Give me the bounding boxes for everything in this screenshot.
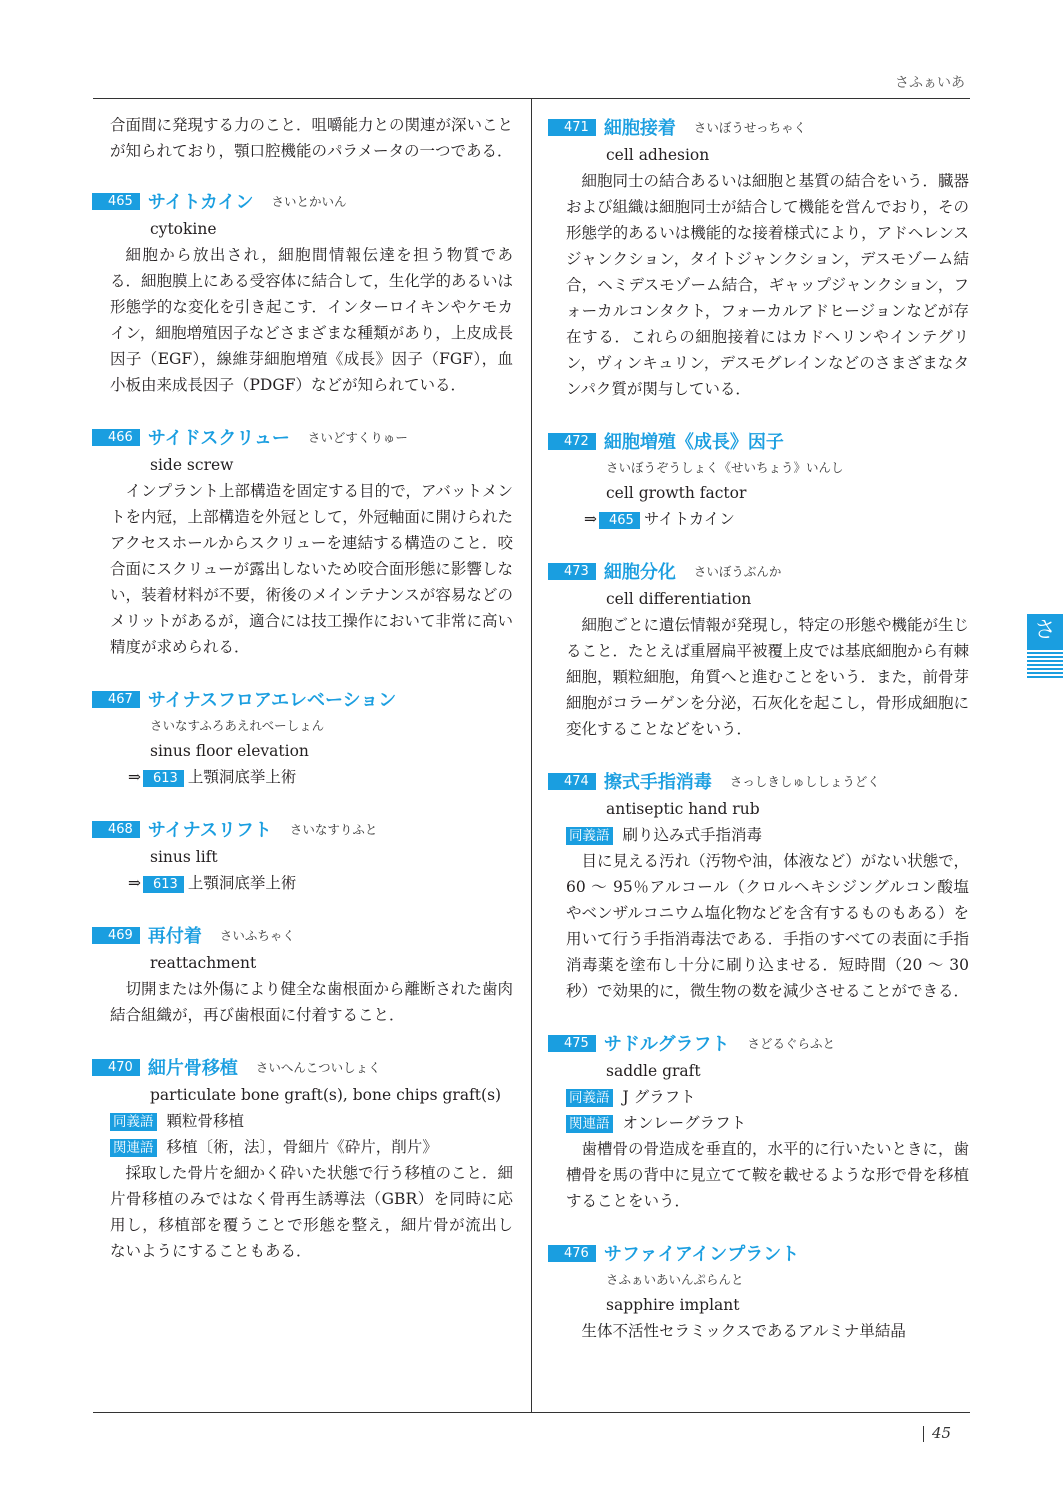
synonym-line	[566, 1084, 969, 1110]
right-column	[566, 112, 969, 1344]
entry-reading: さいぼうぶんか	[693, 564, 782, 579]
reference-term: 上顎洞底挙上術	[187, 768, 297, 786]
entry-term: 細胞分化	[603, 562, 676, 583]
entry-474	[566, 766, 969, 1004]
entry-number: 467	[92, 691, 140, 708]
entry-number: 470	[92, 1059, 140, 1076]
entry-body: 切開または外傷により健全な歯根面から離断された歯肉結合組織が，再び歯根面に付着すること．	[110, 980, 514, 1024]
arrow-icon: ⇒	[128, 768, 141, 786]
synonym-text: J グラフト	[622, 1088, 696, 1106]
related-text: オンレーグラフト	[622, 1114, 747, 1132]
synonym-tag: 同義語	[566, 1089, 613, 1107]
entry-term: 再付着	[147, 926, 202, 947]
left-column	[110, 112, 513, 1264]
entry-reading: さふぁいあいんぷらんと	[606, 1272, 744, 1287]
synonym-tag: 同義語	[110, 1113, 157, 1131]
entry-473	[566, 556, 969, 742]
entry-reading: さいへんこついしょく	[255, 1060, 381, 1075]
entry-term: 擦式手指消毒	[603, 772, 712, 793]
entry-reading: さいなすふろあえれべーしょん	[150, 718, 325, 733]
entry-466	[110, 422, 513, 660]
entry-english: reattachment	[150, 954, 257, 972]
reference-number[interactable]: 613	[143, 770, 184, 787]
index-tab[interactable]	[1027, 614, 1063, 680]
entry-english: cell growth factor	[606, 484, 747, 502]
related-line	[566, 1110, 969, 1136]
cross-reference[interactable]	[110, 764, 513, 790]
entry-heading	[92, 684, 513, 714]
entry-english: sinus lift	[150, 848, 218, 866]
entry-heading	[92, 422, 513, 452]
entry-english: sapphire implant	[606, 1296, 740, 1314]
entry-475	[566, 1028, 969, 1214]
entry-heading	[548, 1028, 969, 1058]
entry-english: cell adhesion	[606, 146, 710, 164]
entry-476	[566, 1238, 969, 1344]
cross-reference[interactable]	[566, 506, 969, 532]
entry-heading	[548, 1238, 969, 1268]
entry-number: 469	[92, 927, 140, 944]
cross-reference[interactable]	[110, 870, 513, 896]
entry-heading	[92, 186, 513, 216]
page-number-bar	[923, 1426, 924, 1442]
entry-english: antiseptic hand rub	[606, 800, 760, 818]
entry-467	[110, 684, 513, 790]
entry-english: cytokine	[150, 220, 217, 238]
entry-english: side screw	[150, 456, 234, 474]
entry-body: 目に見える汚れ（汚物や油，体液など）がない状態で，60 ～ 95％アルコール（クロルヘキシジングルコン酸塩やベンザルコニウム塩化物などを含有するものもある）を用いて行う手指消毒法である．手指のすべての表面に手指消毒薬を塗布し十分に刷り込ませる．短時間（20 ～ 30 秒）で効果的に，微生物の数を減少させることができる．	[566, 852, 970, 1000]
page-number	[923, 1424, 951, 1442]
entry-english: saddle graft	[606, 1062, 701, 1080]
entry-term: 細片骨移植	[147, 1058, 238, 1079]
footer-rule	[93, 1412, 970, 1413]
related-tag: 関連語	[110, 1139, 157, 1157]
reference-number[interactable]: 465	[599, 512, 640, 529]
entry-term: 細胞増殖《成長》因子	[603, 432, 784, 453]
entry-term: サファイアインプラント	[603, 1244, 800, 1265]
entry-body: 細胞から放出され，細胞間情報伝達を担う物質である．細胞膜上にある受容体に結合して，生化学的あるいは形態学的な変化を引き起こす．インターロイキンやケモカイン，細胞増殖因子などさまざまな種類があり，上皮成長因子（EGF），線維芽細胞増殖《成長》因子（FGF），血小板由来成長因子（PDGF）などが知られている．	[110, 246, 513, 394]
synonym-text: 顆粒骨移植	[166, 1112, 245, 1130]
synonym-tag: 同義語	[566, 827, 613, 845]
entry-english: particulate bone graft(s), bone chips graft(s)	[150, 1086, 502, 1104]
reference-term: サイトカイン	[643, 510, 735, 528]
entry-heading	[548, 112, 969, 142]
entry-heading	[92, 920, 513, 950]
entry-number: 465	[92, 193, 140, 210]
entry-term: 細胞接着	[603, 118, 676, 139]
reference-number[interactable]: 613	[143, 876, 184, 893]
entry-heading	[548, 556, 969, 586]
entry-body: 採取した骨片を細かく砕いた状態で行う移植のこと．細片骨移植のみではなく骨再生誘導法（GBR）を同時に応用し，移植部を覆うことで形態を整え，細片骨が流出しないようにすることもある．	[110, 1164, 514, 1260]
entry-469	[110, 920, 513, 1028]
entry-reading: さいどすくりゅー	[307, 430, 408, 445]
synonym-line	[110, 1108, 513, 1134]
entry-term: サイナスリフト	[147, 820, 272, 841]
entry-472	[566, 426, 969, 532]
entry-number: 466	[92, 429, 140, 446]
synonym-text: 刷り込み式手指消毒	[622, 826, 763, 844]
column-divider	[531, 98, 532, 1412]
entry-body: 歯槽骨の骨造成を垂直的，水平的に行いたいときに，歯槽骨を馬の背中に見立てて鞍を載せるような形で骨を移植することをいう．	[566, 1140, 970, 1210]
entry-470	[110, 1052, 513, 1264]
entry-reading: さいなすりふと	[289, 822, 378, 837]
index-tab-label: さ	[1027, 614, 1063, 648]
entry-number: 474	[548, 773, 596, 790]
entry-english: sinus floor elevation	[150, 742, 309, 760]
entry-468	[110, 814, 513, 896]
entry-heading	[548, 426, 969, 456]
entry-heading	[92, 814, 513, 844]
synonym-line	[566, 822, 969, 848]
entry-number: 476	[548, 1245, 596, 1262]
arrow-icon: ⇒	[128, 874, 141, 892]
entry-reading: さいとかいん	[271, 194, 347, 209]
entry-body: 細胞同士の結合あるいは細胞と基質の結合をいう．臓器および組織は細胞同士が結合して機能を営んでおり，その形態学的あるいは機能的な接着様式により，アドヘレンスジャンクション，タイトジャンクション，デスモゾーム結合，ヘミデスモゾーム結合，ギャップジャンクション，フォーカルコンタクト，フォーカルアドヒージョンなどが存在する．これらの細胞接着にはカドヘリンやインテグリン，ヴィンキュリン，デスモグレインなどのさまざまなタンパク質が関与している．	[566, 172, 970, 398]
entry-465	[110, 186, 513, 398]
entry-heading	[548, 766, 969, 796]
entry-term: サイトカイン	[147, 192, 254, 213]
entry-term: サドルグラフト	[603, 1034, 730, 1055]
entry-heading	[92, 1052, 513, 1082]
index-tab-stripes	[1027, 648, 1063, 680]
entry-reading: さっしきしゅししょうどく	[729, 774, 880, 789]
entry-number: 472	[548, 433, 596, 450]
entry-body: インプラント上部構造を固定する目的で，アバットメントを内冠，上部構造を外冠として，外冠軸面に開けられたアクセスホールからスクリューを連結する構造のこと．咬合面にスクリューが露出しないため咬合面形態に影響しない，装着材料が不要，術後のメインテナンスが容易などのメリットがあるが，適合には技工操作において非常に高い精度が求められる．	[110, 482, 514, 656]
entry-term: サイドスクリュー	[147, 428, 290, 449]
entry-reading: さいぼうせっちゃく	[693, 120, 807, 135]
related-tag: 関連語	[566, 1115, 613, 1133]
entry-english: cell differentiation	[606, 590, 752, 608]
entry-number: 471	[548, 119, 596, 136]
entry-number: 468	[92, 821, 140, 838]
entry-reading: さいぼうぞうしょく《せいちょう》いんし	[606, 460, 844, 475]
entry-body: 生体不活性セラミックスであるアルミナ単結晶	[581, 1322, 906, 1340]
entry-body: 細胞ごとに遺伝情報が発現し，特定の形態や機能が生じること．たとえば重層扁平被覆上皮では基底細胞から有棘細胞，顆粒細胞，角質へと進むことをいう．また，前骨芽細胞がコラーゲンを分泌，石灰化を起こし，骨形成細胞に変化することなどをいう．	[566, 616, 970, 738]
entry-term: サイナスフロアエレベーション	[147, 690, 397, 711]
continuation-text: 合面間に発現する力のこと．咀嚼能力との関連が深いことが知られており，顎口腔機能のパラメータの一つである．	[110, 116, 514, 160]
running-head: さふぁいあ	[895, 75, 965, 91]
related-text: 移植〔術，法〕，骨細片《砕片，削片》	[166, 1138, 438, 1156]
entry-number: 473	[548, 563, 596, 580]
page-number-text: 45	[932, 1424, 952, 1442]
entry-reading: さどるぐらふと	[747, 1036, 835, 1051]
related-line	[110, 1134, 513, 1160]
entry-reading: さいふちゃく	[219, 928, 295, 943]
entry-number: 475	[548, 1035, 596, 1052]
entry-471	[566, 112, 969, 402]
arrow-icon: ⇒	[584, 510, 597, 528]
reference-term: 上顎洞底挙上術	[187, 874, 297, 892]
